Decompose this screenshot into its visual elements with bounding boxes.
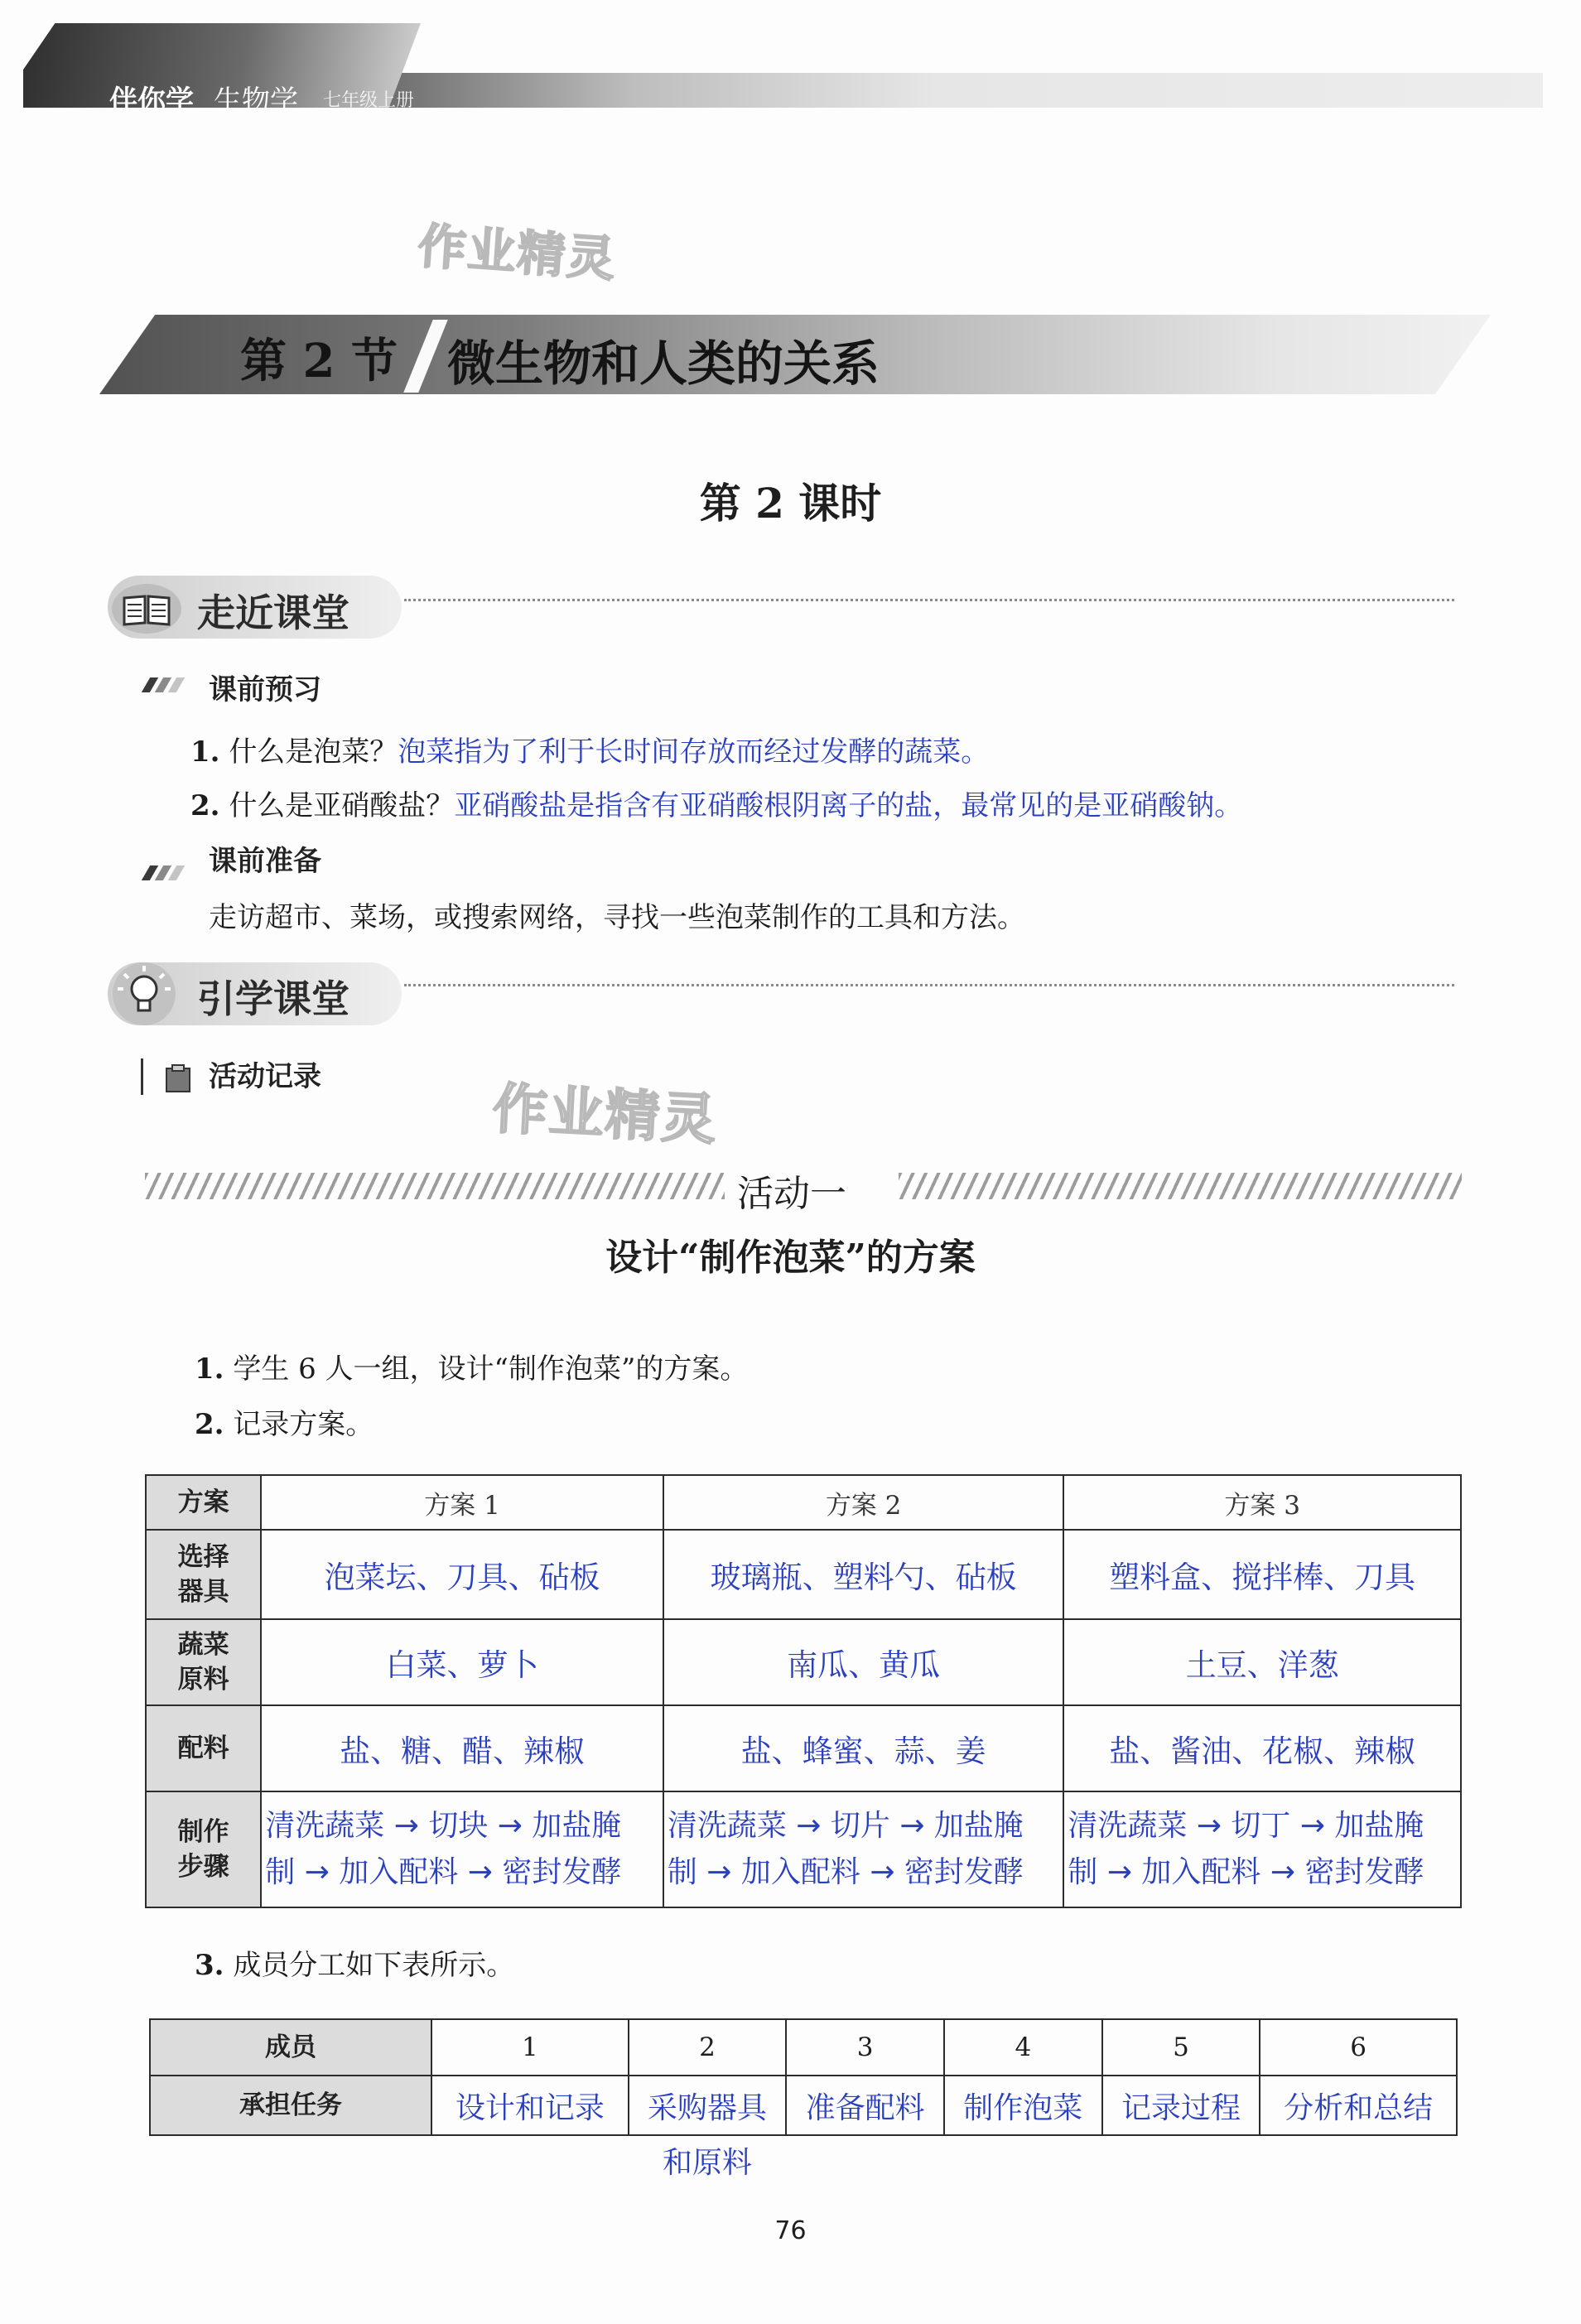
task-4: 制作泡菜 xyxy=(944,2076,1102,2135)
plan-1-steps: 清洗蔬菜 → 切块 → 加盐腌 制 → 加入配料 → 密封发酵 xyxy=(261,1791,663,1907)
watermark: 作业精灵 xyxy=(490,1076,720,1153)
answer-2: 亚硝酸盐是指含有亚硝酸根阴离子的盐，最常见的是亚硝酸钠。 xyxy=(454,789,1243,822)
dotted-rule xyxy=(404,599,1454,601)
book-grade: 七年级上册 xyxy=(323,90,415,111)
member-6: 6 xyxy=(1260,2019,1457,2076)
task-2: 采购器具 和原料 xyxy=(629,2076,787,2135)
prep-heading: 课前准备 xyxy=(209,845,321,878)
member-header: 成员 xyxy=(150,2019,431,2076)
step-2: 2. 记录方案。 xyxy=(195,1408,374,1441)
answer-1: 泡菜指为了利于长时间存放而经过发酵的蔬菜。 xyxy=(398,735,990,769)
dotted-rule xyxy=(404,984,1454,986)
preview-heading: 课前预习 xyxy=(209,673,321,706)
book-subject: 生物学 xyxy=(214,84,298,118)
member-2: 2 xyxy=(629,2019,787,2076)
book-icon xyxy=(111,583,182,634)
watermark: 作业精灵 xyxy=(416,217,619,288)
task-3: 准备配料 xyxy=(786,2076,944,2135)
plan-1-tools: 泡菜坛、刀具、砧板 xyxy=(261,1530,663,1619)
question-1: 1. 什么是泡菜？泡菜指为了利于长时间存放而经过发酵的蔬菜。 xyxy=(190,735,990,769)
plan-3-veg: 土豆、洋葱 xyxy=(1063,1619,1461,1705)
plan-3-seasoning: 盐、酱油、花椒、辣椒 xyxy=(1063,1705,1461,1791)
member-table xyxy=(149,2018,1458,2180)
task-6: 分析和总结 xyxy=(1260,2076,1457,2135)
plan-1-seasoning: 盐、糖、醋、辣椒 xyxy=(261,1705,663,1791)
task-5: 记录过程 xyxy=(1102,2076,1260,2135)
plan-2-veg: 南瓜、黄瓜 xyxy=(663,1619,1064,1705)
activity-title: 活动一 xyxy=(737,1173,846,1215)
task-1: 设计和记录 xyxy=(431,2076,629,2135)
plan-2-steps: 清洗蔬菜 → 切片 → 加盐腌 制 → 加入配料 → 密封发酵 xyxy=(663,1791,1064,1907)
member-4: 4 xyxy=(944,2019,1102,2076)
row-label-tools: 选择器具 xyxy=(146,1530,261,1619)
member-3: 3 xyxy=(786,2019,944,2076)
activity-record-heading: 活动记录 xyxy=(209,1060,321,1093)
section-heading-zoujin: 走近课堂 xyxy=(197,591,349,635)
plan-table xyxy=(145,1474,1462,1908)
section-title: 微生物和人类的关系 xyxy=(447,335,880,392)
lightbulb-icon xyxy=(111,961,177,1027)
plan-1-veg: 白菜、萝卜 xyxy=(261,1619,663,1705)
row-label-steps: 制作步骤 xyxy=(146,1791,261,1907)
prep-text: 走访超市、菜场，或搜索网络，寻找一些泡菜制作的工具和方法。 xyxy=(209,901,1025,934)
step-3: 3. 成员分工如下表所示。 xyxy=(195,1949,515,1982)
clipboard-icon xyxy=(164,1063,192,1093)
member-1: 1 xyxy=(431,2019,629,2076)
plan-3-tools: 塑料盒、搅拌棒、刀具 xyxy=(1063,1530,1461,1619)
activity-rule xyxy=(141,1058,143,1095)
lesson-title: 第 2 课时 xyxy=(699,479,882,528)
step-1: 1. 学生 6 人一组，设计“制作泡菜”的方案。 xyxy=(195,1352,749,1386)
row-label-seasoning: 配料 xyxy=(146,1705,261,1791)
section-heading-yinxue: 引学课堂 xyxy=(197,976,349,1021)
activity-hatch-right xyxy=(899,1173,1462,1199)
page-number: 76 xyxy=(774,2216,807,2245)
activity-hatch-left xyxy=(145,1173,725,1199)
plan-3-header: 方案 3 xyxy=(1063,1475,1461,1530)
subhead-mark xyxy=(142,677,179,692)
task-header: 承担任务 xyxy=(150,2076,431,2135)
row-label-veg: 蔬菜原料 xyxy=(146,1619,261,1705)
section-number: 第 2 节 xyxy=(240,334,398,388)
plan-1-header: 方案 1 xyxy=(261,1475,663,1530)
plan-3-steps: 清洗蔬菜 → 切丁 → 加盐腌 制 → 加入配料 → 密封发酵 xyxy=(1063,1791,1461,1907)
member-5: 5 xyxy=(1102,2019,1260,2076)
question-2: 2. 什么是亚硝酸盐？亚硝酸盐是指含有亚硝酸根阴离子的盐，最常见的是亚硝酸钠。 xyxy=(190,789,1243,822)
activity-subtitle: 设计“制作泡菜”的方案 xyxy=(605,1237,976,1279)
row-label-plan: 方案 xyxy=(146,1475,261,1530)
subhead-mark xyxy=(142,865,179,880)
book-brand: 伴你学 xyxy=(109,84,194,118)
plan-2-seasoning: 盐、蜂蜜、蒜、姜 xyxy=(663,1705,1064,1791)
plan-2-header: 方案 2 xyxy=(663,1475,1064,1530)
plan-2-tools: 玻璃瓶、塑料勺、砧板 xyxy=(663,1530,1064,1619)
